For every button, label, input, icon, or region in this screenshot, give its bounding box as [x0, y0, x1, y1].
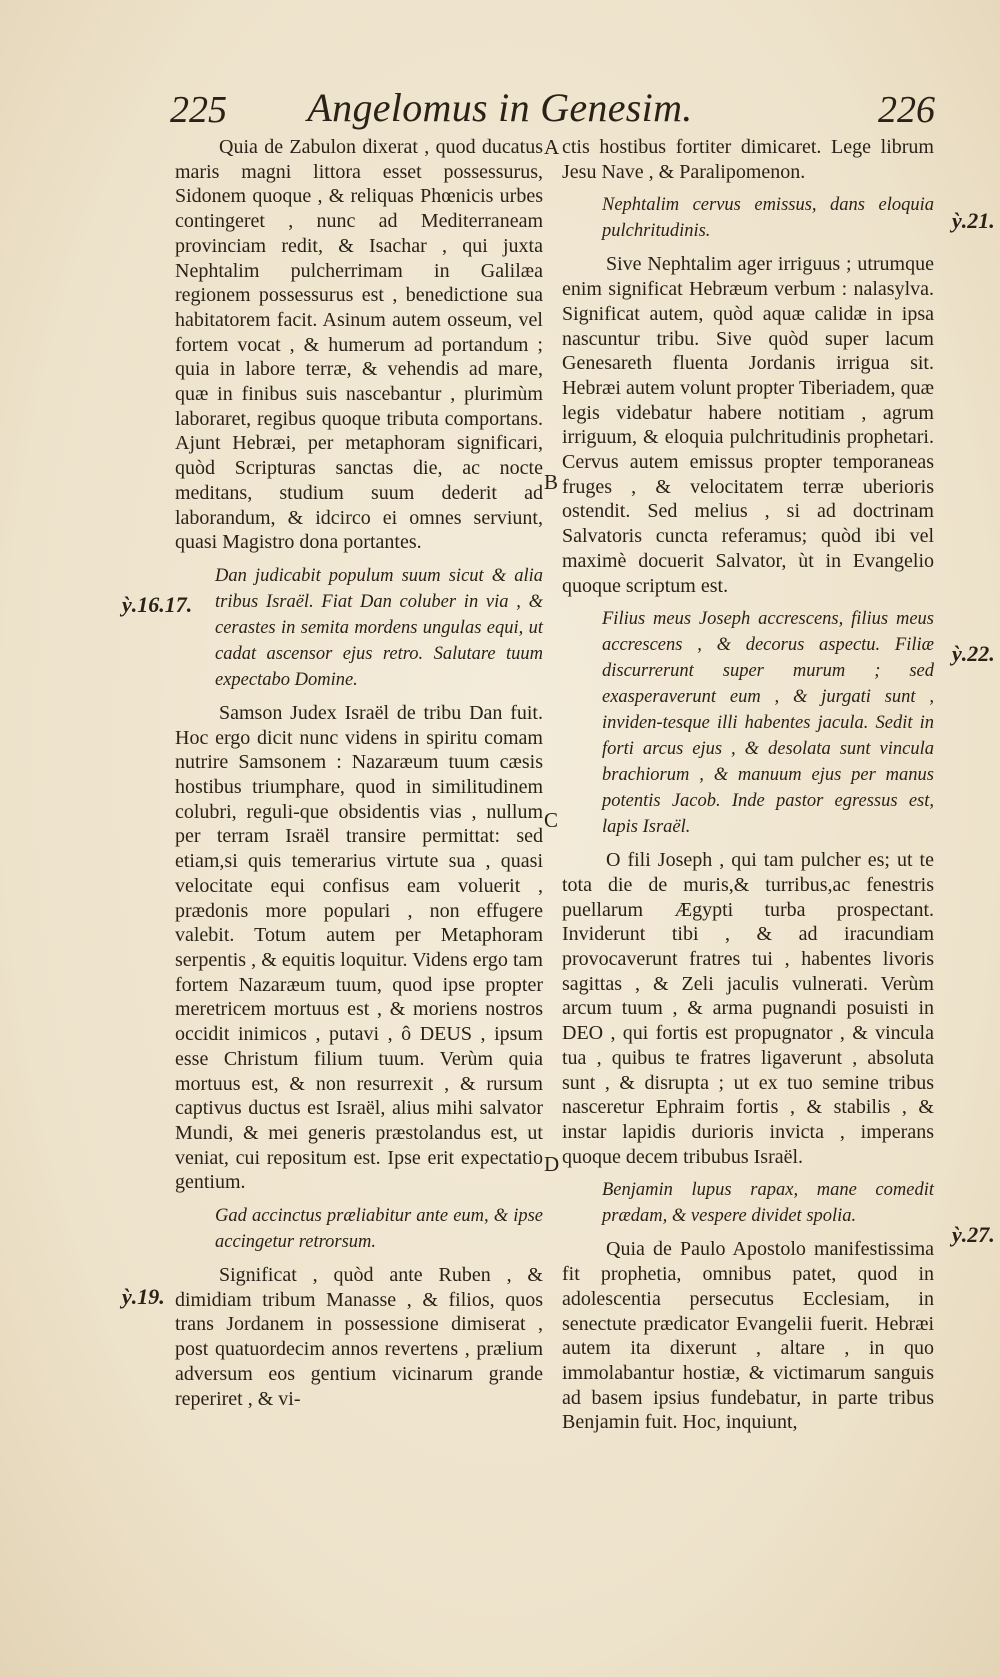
paragraph: Samson Judex Israël de tribu Dan fuit. Hoc ergo dicit nunc videns in spiritu comam nutrire Samsonem : Nazaræum tuum cæsis hostibus triumphare, quod in similitudinem colubri, reguli-que obsidentis vias , nullum per terram Israël transire permittat: sed etiam,si quis temerarius virtute sua , quasi velocitate equi confisus eam voluerit , prædonis more populari , non effugere valebit. Totum autem per Metaphoram serpentis , & equitis loquitur. Videns ergo tam fortem Nazaræum tuum, quod ipse propter meretricem mortuus est , & moriens nostros occidit inimicos , putavi , ô DEUS , ipsum esse Christum filium tuum. Verùm quia mortuus est, & non resurrexit , & rursum captivus ductus est Israël, alius mihi salvator Mundi, & mei generis præstolandus est, ut veniat, cui repositum est. Ipse erit expectatio gentium. — [175, 701, 543, 1194]
running-title: Angelomus in Genesim. — [307, 85, 693, 130]
section-mark-b: B — [544, 470, 559, 494]
scripture-verse: Nephtalim cervus emissus, dans eloquia pulchritudinis. — [602, 195, 934, 242]
paragraph: Sive Nephtalim ager irriguus ; utrumque enim significat Hebræum verbum : nalasylva. Significat autem, quòd aquæ calidæ in ipsa nascuntur tribu. Sive quòd super lacum Genesareth fluenta Jordanis irrigua sit. Hebræi autem volunt propter Tiberiadem, quæ legis videbatur habere notitiam , agrum irriguum, & eloquia pulchritudinis prophetari. Cervus autem emissus propter temporaneas fruges , & velocitatem terræ uberioris ostendit. Sed melius , si ad doctrinam Salvatoris cuncta referamus; quòd ibi vel maximè docuerit Salvator, ùt in Evangelio quoque scriptum est. — [562, 253, 934, 597]
right-column — [562, 135, 934, 1435]
verse-number-27: ỳ.27. — [952, 1222, 995, 1247]
scripture-verse: Benjamin lupus rapax, mane comedit prædam, & vespere dividet spolia. — [602, 1180, 934, 1227]
verse-number-19: ỳ.19. — [122, 1284, 165, 1309]
verse-number-16-17: ỳ.16.17. — [122, 592, 193, 617]
paragraph: ctis hostibus fortiter dimicaret. Lege librum Jesu Nave , & Paralipomenon. — [562, 136, 934, 183]
scripture-verse: Dan judicabit populum suum sicut & alia tribus Israël. Fiat Dan coluber in via , & cerastes in semita mordens ungulas equi, ut cadat ascensor ejus retro. Salutare tuum expectabo Domine. — [215, 565, 543, 690]
verse-number-21: ỳ.21. — [952, 208, 995, 233]
verse-number-22: ỳ.22. — [952, 641, 995, 666]
section-mark-c: C — [544, 808, 559, 832]
paragraph: Quia de Paulo Apostolo manifestissima fit prophetia, omnibus patet, quod in adolescentia persecutus Ecclesiam, in senectute prædicator Evangelii fuerit. Hebræi autem ita dixerunt , altare , in quo immolabantur hostiæ, & victimarum sanguis ad basem ipsius fundebatur, in parte tribus Benjamin fuit. Hoc, inquiunt, — [562, 1238, 934, 1434]
section-mark-d: D — [544, 1152, 560, 1176]
scripture-verse: Gad accinctus præliabitur ante eum, & ipse accingetur retrorsum. — [215, 1206, 543, 1253]
page-number-left: 225 — [170, 89, 227, 131]
page-number-right: 226 — [878, 89, 935, 131]
scripture-verse: Filius meus Joseph accrescens, filius meus accrescens , & decorus aspectu. Filiæ discurrerunt super murum ; sed exasperaverunt eum , & jurgati sunt , inviden-tesque illi habentes jacula. Sedit in forti arcus ejus , & desolata sunt vincula brachiorum , & manuum ejus per manus potentis Jacob. Inde pastor egressus est, lapis Israël. — [602, 609, 934, 838]
paragraph: Significat , quòd ante Ruben , & dimidiam tribum Manasse , & filios, quos trans Jordanem in possessione dimiserat , post quatuordecim annos revertens , prælium adversum eos gentium vicinarum grande reperiret , & vi- — [175, 1264, 543, 1410]
paragraph: O fili Joseph , qui tam pulcher es; ut te tota die de muris,& turribus,ac fenestris puellarum Ægypti turba prospectant. Inviderunt tibi , & ad iracundiam provocaverunt fratres tui , habentes livoris sagittas , & Zeli jaculis vulnerati. Verùm arcum tuum , & arma pugnandi posuisti in DEO , qui fortis est propugnator , & vincula tua , quibus te fratres ligaverunt , absoluta sunt , & disrupta ; ut ex tuo semine tribus nasceretur Ephraim fortis , & stabilis , & instar lapidis durioris invicta , imperans quoque decem tribubus Israël. — [562, 849, 934, 1168]
paragraph: Quia de Zabulon dixerat , quod ducatus maris magni littora esset possessurus, Sidonem quoque , & reliquas Phœnicis urbes contingeret , nunc ad Mediterraneam provinciam redit, & Isachar , qui juxta Nephtalim pulcherrimam in Galilæa regionem possessurus est , benedictione sua habitatorem facit. Asinum autem osseum, vel fortem vocat , & humerum ad portandum ; quia in labore terræ, & vehendis ad mare, quæ in finibus suis nascebantur , plurimùm laboraret, regibus quoque tributa comportans. Ajunt Hebræi, per metaphoram significari, quòd Scripturas sanctas die, ac nocte meditans, studium suum dederit ad laborandum, & idcirco ei omnes serviunt, quasi Magistro dona portantes. — [175, 136, 543, 554]
left-column — [175, 135, 543, 1411]
section-mark-a: A — [544, 135, 560, 159]
